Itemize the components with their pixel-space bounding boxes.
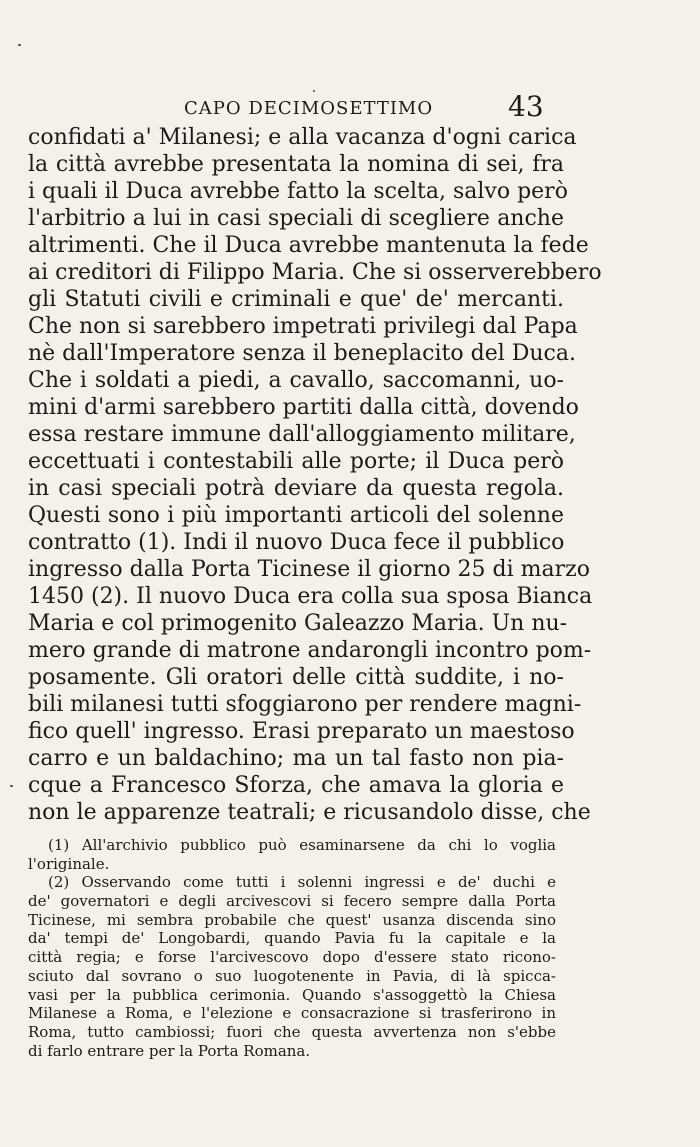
text-line: ingresso dalla Porta Ticinese il giorno 25 di marzo	[28, 557, 590, 582]
text-line: la città avrebbe presentata la nomina di sei, fra	[28, 152, 564, 177]
text-line: fico quell' ingresso. Erasi preparato un maestoso	[28, 719, 575, 744]
footnote-1	[28, 836, 556, 873]
footnote-line: vasi per la pubblica cerimonia. Quando s'assoggettò la Chiesa	[28, 985, 556, 1004]
text-line: Questi sono i più importanti articoli del solenne	[28, 503, 564, 528]
text-line: i quali il Duca avrebbe fatto la scelta, salvo però	[28, 179, 568, 204]
footnote-line: (1) All'archivio pubblico può esaminarsene da chi lo voglia	[48, 836, 556, 854]
paper-speck	[10, 785, 13, 787]
paper-speck	[313, 90, 315, 92]
text-line: essa restare immune dall'alloggiamento militare,	[28, 422, 576, 447]
text-line: contratto (1). Indi il nuovo Duca fece il pubblico	[28, 530, 565, 555]
footnote-line: sciuto dal sovrano o suo luogotenente in Pavia, di là spicca-	[28, 966, 556, 985]
footnote-line: città regia; e forse l'arcivescovo dopo d'essere stato ricono-	[28, 948, 556, 967]
text-line: posamente. Gli oratori delle città suddite, i no-	[28, 665, 564, 690]
text-line: ai creditori di Filippo Maria. Che si osserverebbero	[28, 260, 602, 285]
text-line: Che i soldati a piedi, a cavallo, saccomanni, uo-	[28, 368, 564, 393]
text-line: Maria e col primogenito Galeazzo Maria. Un nu-	[28, 611, 568, 636]
text-line: cque a Francesco Sforza, che amava la gloria e	[28, 773, 564, 798]
text-line: Che non si sarebbero impetrati privilegi dal Papa	[28, 314, 578, 339]
text-line: carro e un baldachino; ma un tal fasto non pia-	[28, 746, 564, 771]
footnote-line: Milanese a Roma, e l'elezione e consacrazione si trasferirono in	[28, 1004, 556, 1023]
text-line: gli Statuti civili e criminali e que' de' mercanti.	[28, 287, 564, 312]
paper-speck	[18, 44, 21, 46]
page-number: 43	[508, 90, 544, 123]
text-line: confidati a' Milanesi; e alla vacanza d'ogni carica	[28, 125, 577, 150]
footnotes	[28, 836, 556, 1060]
footnote-line: de' governatori e degli arcivescovi si fecero sempre dalla Porta	[28, 892, 556, 911]
text-line: l'arbitrio a lui in casi speciali di scegliere anche	[28, 206, 564, 231]
text-line: mini d'armi sarebbero partiti dalla città, dovendo	[28, 395, 579, 420]
text-line: mero grande di matrone andarongli incontro pom-	[28, 638, 592, 663]
text-line: non le apparenze teatrali; e ricusandolo disse, che	[28, 800, 591, 825]
footnote-line: (2) Osservando come tutti i solenni ingressi e de' duchi e	[48, 873, 556, 892]
text-line: eccettuati i contestabili alle porte; il Duca però	[28, 449, 564, 474]
text-line: altrimenti. Che il Duca avrebbe mantenuta la fede	[28, 233, 589, 258]
page-header	[0, 90, 700, 126]
footnote-line: da' tempi de' Longobardi, quando Pavia fu la capitale e la	[28, 929, 556, 948]
text-line: 1450 (2). Il nuovo Duca era colla sua sposa Bianca	[28, 584, 593, 609]
running-title: CAPO DECIMOSETTIMO	[184, 98, 434, 119]
footnote-line: Ticinese, mi sembra probabile che quest' usanza discenda sino	[28, 910, 556, 929]
text-line: nè dall'Imperatore senza il beneplacito del Duca.	[28, 341, 576, 366]
text-line: bili milanesi tutti sfoggiarono per rendere magni-	[28, 692, 582, 717]
main-text	[28, 124, 602, 826]
text-line: in casi speciali potrà deviare da questa regola.	[28, 476, 564, 501]
footnote-line: l'originale.	[28, 854, 110, 873]
footnote-line: Roma, tutto cambiossi; fuori che questa avvertenza non s'ebbe	[28, 1022, 556, 1041]
footnote-line: di farlo entrare per la Porta Romana.	[28, 1041, 311, 1060]
footnote-2	[28, 873, 556, 1060]
